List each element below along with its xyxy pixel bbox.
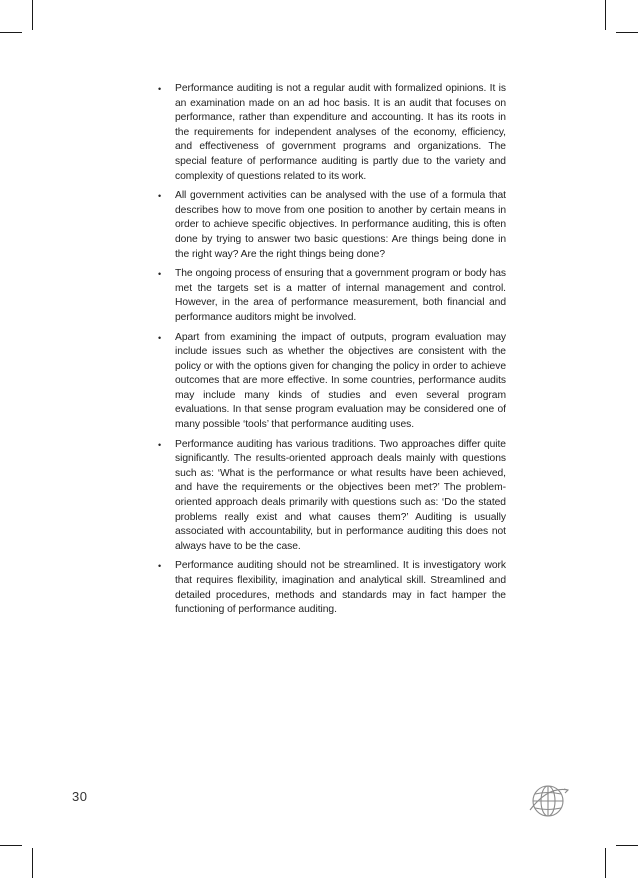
- globe-icon: [528, 780, 570, 822]
- bullet-marker: •: [158, 84, 162, 94]
- crop-mark-bottom-right-vertical: [605, 848, 606, 878]
- crop-mark-top-right-vertical: [605, 0, 606, 30]
- bullet-marker: •: [158, 561, 162, 572]
- list-item-text: The ongoing process of ensuring that a government program or body has met the targets set is a matter of internal management and control. However, in the area of performance measurement, both financial and performance auditors might be involved.: [175, 268, 506, 323]
- list-item-text: All government activities can be analysed with the use of a formula that describes how to move from one position to another by certain means in order to achieve specific objectives. In performance auditing, this is often done by trying to answer two basic questions: Are things being done in the right way? Are the right things being done?: [175, 190, 506, 260]
- list-item-text: Apart from examining the impact of outputs, program evaluation may include issues such as whether the objectives are consistent with the policy or with the options given for changing the policy in order to achieve outcomes that are more effective. In some countries, performance audits may include many kinds of studies and even several program evaluations. In that sense program evaluation may be considered one of many possible ‘tools’ that performance auditing uses.: [175, 331, 506, 431]
- bullet-marker: •: [158, 191, 162, 202]
- bullet-marker: •: [158, 439, 162, 450]
- crop-mark-top-right-horizontal: [616, 32, 638, 33]
- crop-mark-top-left-horizontal: [0, 32, 22, 33]
- list-item-text: Performance auditing has various traditions. Two approaches differ quite significantly. The results-oriented approach deals mainly with questions such as: ‘What is the performance or what results have been achieved, and have the requirements or the objectives been met?’ The problem-oriented approach deals primarily with questions such as: ‘Do the stated problems really exist and what causes them?’ Auditing is usually associated with accountability, but in performance auditing this does not always have to be the case.: [175, 438, 506, 552]
- list-item-text: Performance auditing should not be streamlined. It is investigatory work that requires flexibility, imagination and analytical skill. Streamlined and detailed procedures, methods and standards may in fact hamper the functioning of performance auditing.: [175, 560, 506, 616]
- list-item: [158, 82, 506, 184]
- list-item-text: Performance auditing is not a regular audit with formalized opinions. It is an examination made on an ad hoc basis. It is an audit that focuses on performance, rather than expenditure and accounting. It has its roots in the requirements for independent analyses of the economy, efficiency, and effectiveness of government programs and organizations. The special feature of performance auditing is partly due to the variety and complexity of questions related to its work.: [175, 83, 506, 182]
- list-item: [158, 189, 506, 262]
- crop-mark-bottom-right-horizontal: [616, 845, 638, 846]
- page-number: 30: [72, 789, 88, 804]
- body-text: [158, 82, 506, 623]
- bullet-marker: •: [158, 332, 162, 343]
- crop-mark-top-left-vertical: [32, 0, 33, 30]
- list-item: [158, 267, 506, 325]
- crop-mark-bottom-left-vertical: [32, 848, 33, 878]
- list-item: [158, 331, 506, 433]
- list-item: [158, 438, 506, 555]
- list-item: [158, 559, 506, 617]
- crop-mark-bottom-left-horizontal: [0, 845, 22, 846]
- bullet-marker: •: [158, 269, 162, 280]
- bullet-list: [158, 82, 506, 618]
